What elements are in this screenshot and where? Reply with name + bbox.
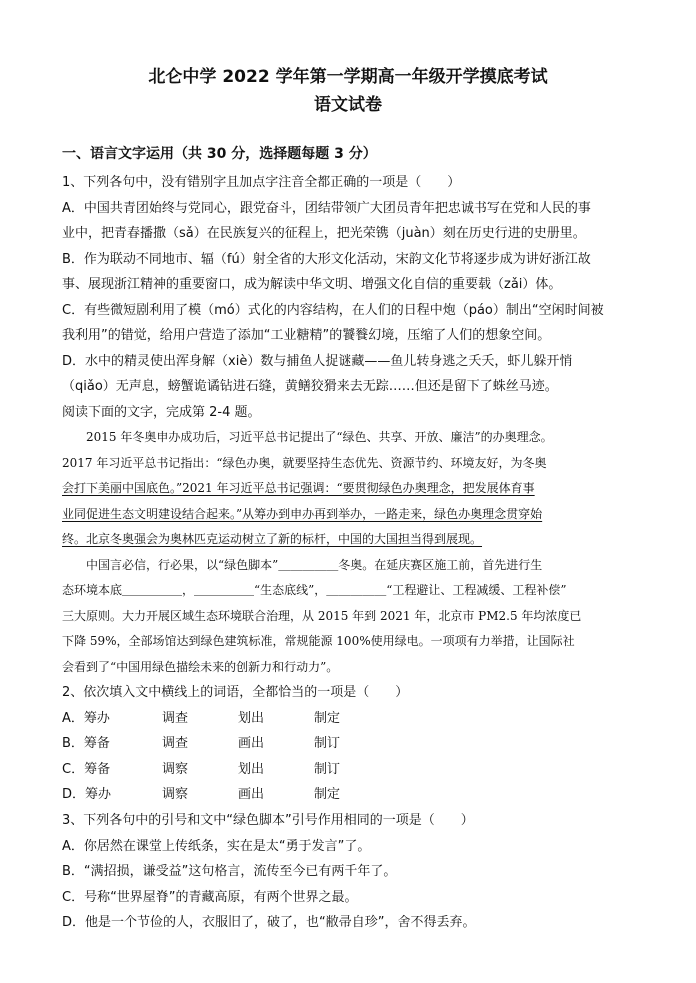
reading-instruction: 阅读下面的文字，完成第 2-4 题。 xyxy=(62,404,261,420)
option-word: 划出 xyxy=(238,761,265,777)
option-word: 调察 xyxy=(162,761,189,777)
q1-line: A．中国共青团始终与党同心，跟党奋斗，团结带领广大团员青年把忠诚书写在党和人民的事 xyxy=(62,200,591,216)
exam-subtitle: 语文试卷 xyxy=(314,95,382,115)
exam-title: 北仑中学 2022 学年第一学期高一年级开学摸底考试 xyxy=(148,67,548,87)
q3-option-b: B．“满招损，谦受益”这句格言，流传至今已有两千年了。 xyxy=(62,864,397,879)
passage-line: 三大原则。大力开展区域生态环境联合治理，从 2015 年到 2021 年，北京市 PM2.5 年均浓度已 xyxy=(62,608,582,623)
q3-option-c: C．号称“世界屋脊”的青藏高原，有两个世界之最。 xyxy=(62,889,358,905)
passage-line: 终。北京冬奥强会为奥林匹克运动树立了新的标杆，中国的大国担当得到展现。 xyxy=(62,532,483,546)
option-word: 制定 xyxy=(314,710,341,726)
option-word: 画出 xyxy=(238,736,265,751)
reading-passage xyxy=(62,425,642,680)
q2-option-c xyxy=(62,757,642,783)
q1-line: 我利用”的错觉，给用户营造了添加“工业糖精”的饕餮幻境，压缩了人们的想象空间。 xyxy=(62,328,551,343)
option-word: 画出 xyxy=(238,787,265,802)
passage-line: 业同促进生态文明建设结合起来。”从筹办到申办再到举办，一路走来，绿色办奥理念贯穿始 xyxy=(62,506,543,521)
option-word: 制订 xyxy=(314,736,341,751)
passage-line: 下降 59%，全部场馆达到绿色建筑标准，常规能源 100%使用绿电。一项项有力举措，让国际社 xyxy=(62,634,575,648)
option-word: 调查 xyxy=(162,710,189,726)
q2-stem: 2、依次填入文中横线上的词语，全都恰当的一项是（ ） xyxy=(62,685,409,700)
option-word: 调察 xyxy=(162,787,189,802)
q2-option-a xyxy=(62,706,642,732)
q1-line: 1、下列各句中，没有错别字且加点字注音全都正确的一项是（ ） xyxy=(62,175,461,190)
passage-line: 会看到了“中国用绿色描绘未来的创新力和行动力”。 xyxy=(62,659,339,674)
option-word: B．筹备 xyxy=(62,736,110,751)
question-2 xyxy=(62,680,642,808)
passage-line: 会打下美丽中国底色。”2021 年习近平总书记强调：“要贯彻绿色办奥理念，把发展体育事 xyxy=(62,481,535,495)
passage-line: 2017 年习近平总书记指出：“绿色办奥，就要坚持生态优先、资源节约、环境友好，为冬奥 xyxy=(62,455,547,470)
q3-stem: 3、下列各句中的引号和文中“绿色脚本”引号作用相同的一项是（ ） xyxy=(62,813,474,828)
q1-line: C．有些微短剧利用了模（mó）式化的内容结构，在人们的日程中炮（páo）制出“空闲时间被 xyxy=(62,302,604,318)
option-word: D．筹办 xyxy=(62,787,112,802)
q3-option-a: A．你居然在课堂上传纸条，实在是太“勇于发言”了。 xyxy=(62,838,371,854)
option-word: 制定 xyxy=(314,787,341,802)
option-word: 调查 xyxy=(162,736,189,751)
q1-line: 业中，把青春播撒（sǎ）在民族复兴的征程上，把光荣镌（juàn）刻在历史行进的史册里。 xyxy=(62,226,586,241)
q1-line: D．水中的精灵使出浑身解（xiè）数与捕鱼人捉谜藏——鱼儿转身逃之夭夭，虾儿躲开悄 xyxy=(62,353,573,369)
question-1 xyxy=(62,170,642,425)
q2-option-d xyxy=(62,782,642,808)
q1-line: （qiǎo）无声息，螃蟹诡谲钻进石缝，黄鳝狡猾来去无踪……但还是留下了蛛丝马迹。 xyxy=(62,379,558,394)
section-heading: 一、语言文字运用（共 30 分，选择题每题 3 分） xyxy=(62,146,377,162)
q1-line: B．作为联动不同地市、辐（fú）射全省的大形文化活动，宋韵文化节将逐步成为讲好浙江故 xyxy=(62,251,591,267)
passage-line: 2015 年冬奥申办成功后，习近平总书记提出了“绿色、共享、开放、廉洁”的办奥理念。 xyxy=(62,430,553,444)
option-word: 制订 xyxy=(314,761,341,777)
option-word: A．筹办 xyxy=(62,710,110,726)
option-word: 划出 xyxy=(238,710,265,726)
option-word: C．筹备 xyxy=(62,761,111,777)
question-3 xyxy=(62,808,642,936)
q1-line: 事、展现浙江精神的重要窗口，成为解读中华文明、增强文化自信的重要载（zǎi）体。 xyxy=(62,277,562,292)
q3-option-d: D．他是一个节俭的人，衣服旧了，破了，也“敝帚自珍”，舍不得丢弃。 xyxy=(62,915,476,930)
q2-option-b xyxy=(62,731,642,757)
passage-line: 中国言必信，行必果，以“绿色脚本”＿＿＿＿＿冬奥。在延庆赛区施工前，首先进行生 xyxy=(62,557,543,572)
passage-line: 态环境本底＿＿＿＿＿，＿＿＿＿＿“生态底线”，＿＿＿＿＿“工程避让、工程减缓、工程补偿” xyxy=(62,583,567,597)
